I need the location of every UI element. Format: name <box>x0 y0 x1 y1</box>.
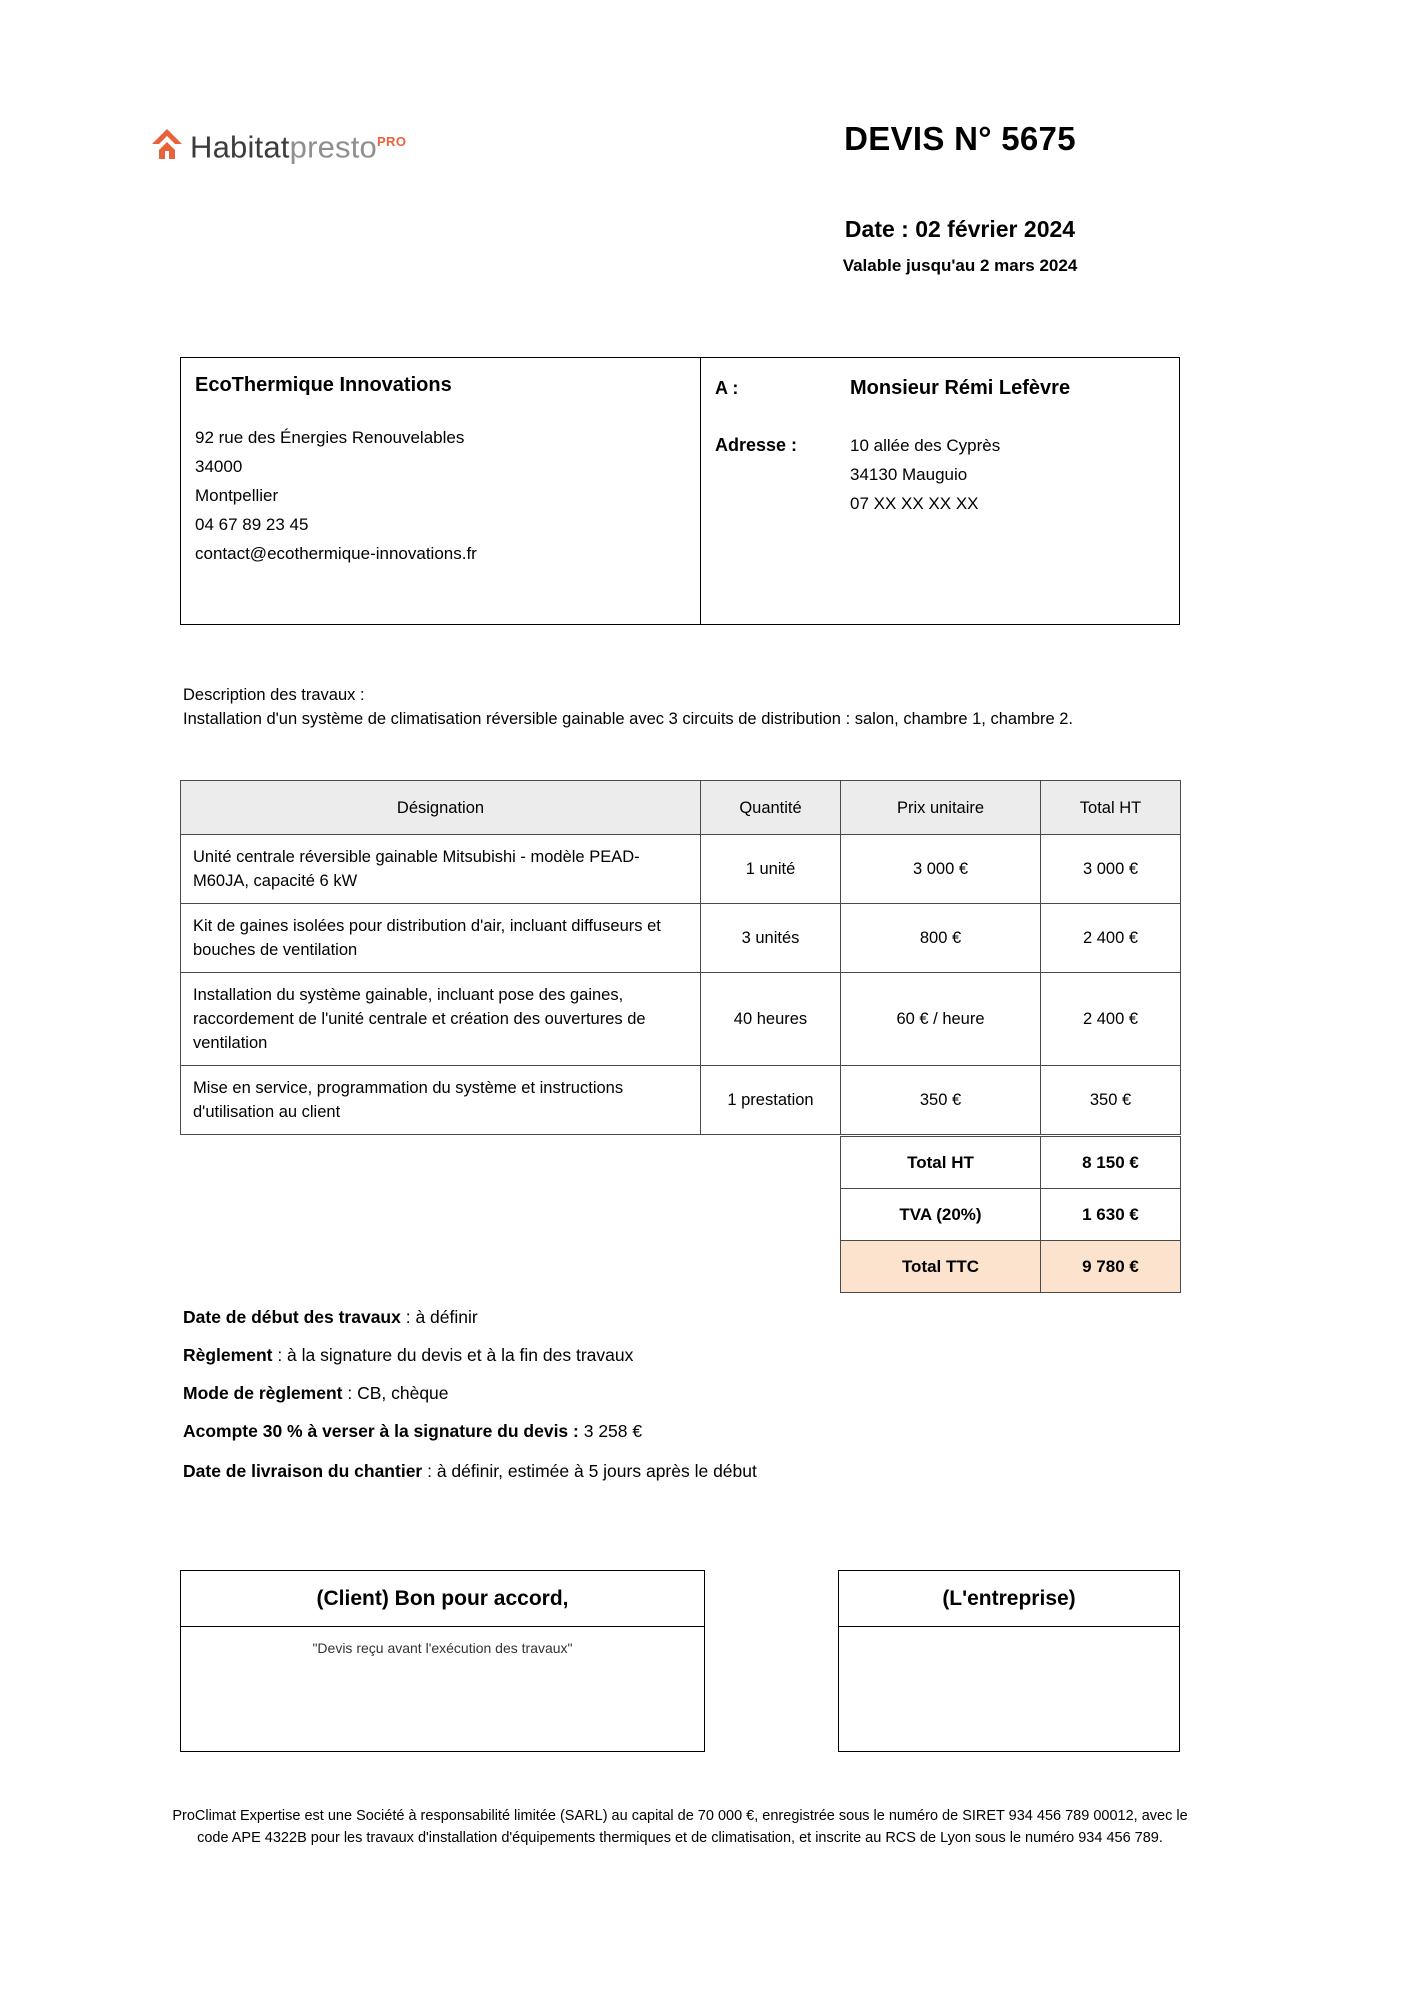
cell-total-ht: 2 400 € <box>1041 973 1181 1066</box>
cell-quantite: 3 unités <box>701 904 841 973</box>
payment-conditions <box>183 1305 1233 1499</box>
condition-delivery-date <box>183 1459 1233 1484</box>
cell-quantite: 1 unité <box>701 835 841 904</box>
client-address-line1: 10 allée des Cyprès <box>850 436 1001 455</box>
client-phone: 07 XX XX XX XX <box>850 494 979 513</box>
cell-prix-unitaire: 800 € <box>841 904 1041 973</box>
totals-value-total-ht: 8 150 € <box>1041 1137 1181 1189</box>
company-city: Montpellier <box>195 486 279 505</box>
cell-prix-unitaire: 60 € / heure <box>841 973 1041 1066</box>
client-address-line2: 34130 Mauguio <box>850 465 968 484</box>
totals-row-total-ttc <box>841 1241 1181 1293</box>
table-row <box>181 973 1181 1066</box>
legal-footer: ProClimat Expertise est une Société à responsabilité limitée (SARL) au capital de 70 000 €, enregistrée sous le numéro de SIRET 934 456 789 00012, avec le code APE 4322B pour les travaux d'installation d'équipements thermiques et de climatisation, et inscrite au RCS de Lyon sous le numéro 934 456 789. <box>172 1808 1188 1846</box>
condition-delivery-date-label: Date de livraison du chantier <box>183 1461 423 1481</box>
totals-label-tva: TVA (20%) <box>841 1189 1041 1241</box>
condition-reglement <box>183 1343 1233 1368</box>
client-name-row <box>715 374 1165 403</box>
condition-acompte-value: 3 258 € <box>578 1421 643 1441</box>
client-address-row <box>715 431 1165 518</box>
document-date: Date : 02 février 2024 <box>844 216 1076 242</box>
condition-mode-reglement <box>183 1381 1233 1406</box>
logo-presto-text: presto <box>289 129 377 165</box>
works-description-text: Installation d'un système de climatisation réversible gainable avec 3 circuits de distribution : salon, chambre 1, chambre 2. <box>183 710 1074 728</box>
table-row <box>181 904 1181 973</box>
document-validity: Valable jusqu'au 2 mars 2024 <box>842 256 1078 275</box>
logo-wordmark <box>190 124 406 165</box>
company-street: 92 rue des Énergies Renouvelables <box>195 428 465 447</box>
works-description <box>183 683 1203 731</box>
condition-reglement-label: Règlement <box>183 1345 273 1365</box>
parties-box <box>180 357 1180 625</box>
client-to-label: A : <box>715 378 739 398</box>
condition-mode-reglement-label: Mode de règlement <box>183 1383 343 1403</box>
company-signature-title: (L'entreprise) <box>839 1571 1179 1627</box>
client-signature-box[interactable] <box>180 1570 705 1752</box>
habitatpresto-logo <box>150 124 406 165</box>
condition-acompte-label: Acompte 30 % à verser à la signature du devis : <box>183 1421 579 1441</box>
condition-acompte <box>183 1419 1233 1444</box>
cell-quantite: 40 heures <box>701 973 841 1066</box>
cell-prix-unitaire: 3 000 € <box>841 835 1041 904</box>
cell-total-ht: 2 400 € <box>1041 904 1181 973</box>
works-description-label: Description des travaux : <box>183 686 365 704</box>
client-name: Monsieur Rémi Lefèvre <box>850 377 1071 399</box>
client-block <box>701 358 1179 624</box>
totals-row-total-ht <box>841 1137 1181 1189</box>
table-header-row <box>181 781 1181 835</box>
cell-designation: Mise en service, programmation du système et instructions d'utilisation au client <box>181 1066 701 1135</box>
line-items-table <box>180 780 1181 1135</box>
logo-habitat-text: Habitat <box>190 129 290 165</box>
company-postal-code: 34000 <box>195 457 243 476</box>
logo-pro-badge: PRO <box>376 134 407 149</box>
company-name: EcoThermique Innovations <box>195 374 452 396</box>
line-items-header <box>181 781 1181 835</box>
cell-prix-unitaire: 350 € <box>841 1066 1041 1135</box>
totals-value-tva: 1 630 € <box>1041 1189 1181 1241</box>
condition-reglement-value: : à la signature du devis et à la fin des travaux <box>272 1345 634 1365</box>
client-signature-title: (Client) Bon pour accord, <box>181 1571 704 1627</box>
condition-delivery-date-value: : à définir, estimée à 5 jours après le début <box>422 1461 757 1481</box>
header-quantite: Quantité <box>701 781 841 835</box>
totals-label-total-ht: Total HT <box>841 1137 1041 1189</box>
cell-designation: Kit de gaines isolées pour distribution d'air, incluant diffuseurs et bouches de ventilation <box>181 904 701 973</box>
line-items-body <box>181 835 1181 1135</box>
cell-designation: Unité centrale réversible gainable Mitsubishi - modèle PEAD-M60JA, capacité 6 kW <box>181 835 701 904</box>
table-row <box>181 1066 1181 1135</box>
company-phone: 04 67 89 23 45 <box>195 515 309 534</box>
cell-designation: Installation du système gainable, incluant pose des gaines, raccordement de l'unité centrale et création des ouvertures de ventilation <box>181 973 701 1066</box>
totals-label-total-ttc: Total TTC <box>841 1241 1041 1293</box>
document-header <box>145 108 1270 288</box>
condition-mode-reglement-value: : CB, chèque <box>342 1383 449 1403</box>
client-signature-note: "Devis reçu avant l'exécution des travaux" <box>312 1640 573 1656</box>
cell-total-ht: 350 € <box>1041 1066 1181 1135</box>
document-title: DEVIS N° 5675 <box>844 120 1076 157</box>
house-arrow-logo-icon <box>150 127 184 161</box>
totals-body <box>841 1137 1181 1293</box>
company-block <box>181 358 701 624</box>
header-prix-unitaire: Prix unitaire <box>841 781 1041 835</box>
cell-total-ht: 3 000 € <box>1041 835 1181 904</box>
totals-value-total-ttc: 9 780 € <box>1041 1241 1181 1293</box>
table-row <box>181 835 1181 904</box>
header-designation: Désignation <box>181 781 701 835</box>
company-signature-box[interactable] <box>838 1570 1180 1752</box>
totals-row-tva <box>841 1189 1181 1241</box>
condition-start-date-label: Date de début des travaux <box>183 1307 401 1327</box>
condition-start-date-value: : à définir <box>400 1307 478 1327</box>
company-email: contact@ecothermique-innovations.fr <box>195 544 477 563</box>
client-address-label: Adresse : <box>715 435 798 455</box>
client-address-lines <box>850 431 1000 518</box>
totals-table <box>840 1136 1181 1293</box>
condition-start-date <box>183 1305 1233 1330</box>
cell-quantite: 1 prestation <box>701 1066 841 1135</box>
header-total-ht: Total HT <box>1041 781 1181 835</box>
